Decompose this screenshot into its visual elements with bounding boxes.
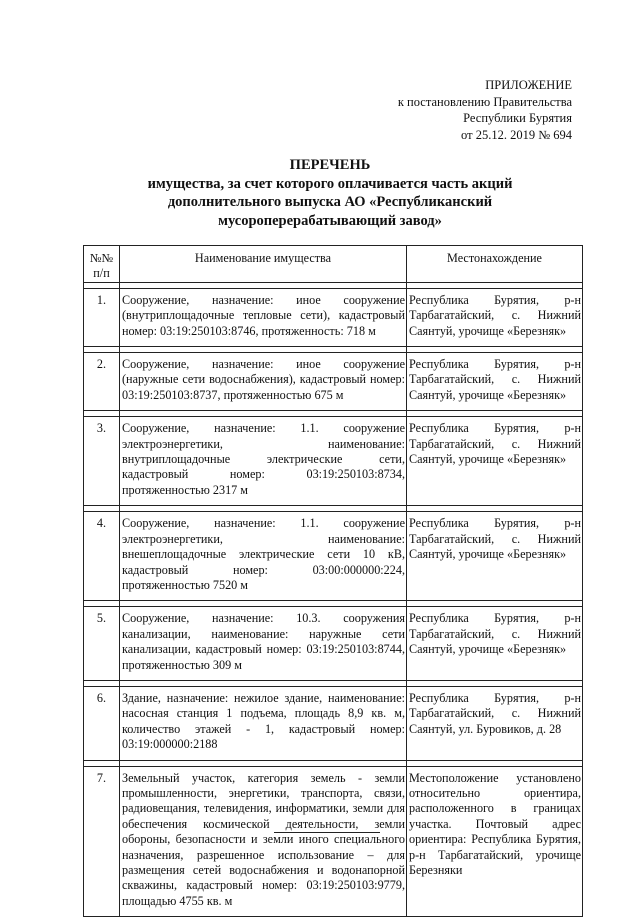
table-row [84,353,583,411]
row-name: Сооружение, назначение: 1.1. сооружение электроэнергетики, наименование: внутриплощадочные электрические сети, кадастровый номер: 03:19:250103:8734, протяженностью 2317 м [120,417,407,506]
table-row [84,288,583,346]
title-line-1: имущества, за счет которого оплачивается часть акций [147,175,513,192]
row-number: 7. [84,766,120,917]
table-row [84,417,583,506]
header-number-line-2: п/п [93,266,110,281]
table-row [84,766,583,917]
row-name: Сооружение, назначение: иное сооружение (внутриплощадочные тепловые сети), кадастровый номер: 03:19:250103:8746, протяженность: 718 м [120,288,407,346]
row-number: 1. [84,288,120,346]
table-row [84,686,583,760]
header-number [84,246,120,283]
row-number: 3. [84,417,120,506]
table-row [84,512,583,601]
appendix-republic: Республики Бурятия [463,111,572,125]
row-name: Сооружение, назначение: иное сооружение (наружные сети водоснабжения), кадастровый номер: 03:19:250103:8737, протяженностью 675 м [120,353,407,411]
appendix-date-number: от 25.12. 2019 № 694 [461,127,572,142]
title-heading: ПЕРЕЧЕНЬ [289,157,371,173]
row-number: 4. [84,512,120,601]
table-row [84,607,583,681]
header-name: Наименование имущества [120,246,407,283]
row-number: 2. [84,353,120,411]
title-line-2: дополнительного выпуска АО «Республиканский [167,194,493,210]
appendix-header [398,77,572,143]
row-location: Республика Бурятия, р-н Тарбагатайский, с. Нижний Саянтуй, урочище «Березняк» [407,353,583,411]
end-divider [274,832,380,833]
row-name: Здание, назначение: нежилое здание, наименование: насосная станция 1 подъема, площадь 8,9 кв. м, количество этажей - 1, кадастровый номер: 03:19:000000:2188 [120,686,407,760]
document-title [90,156,570,230]
row-number: 6. [84,686,120,760]
property-table [83,245,583,917]
row-name: Земельный участок, категория земель - земли промышленности, энергетики, транспорта, связи, радиовещания, телевидения, информатики, земли для обеспечения космической деятельности, земли обороны, безопасности и земли иного специального назначения, разрешенное использование – для размещения сетей водоснабжения и водонапорной скважины, кадастровый номер: 03:19:250103:9779, площадью 4755 кв. м [120,766,407,917]
row-location: Местоположение установлено относительно ориентира, расположенного в границах участка. Почтовый адрес ориентира: Республика Бурятия, р-н Тарбагатайский, урочище Березняки [407,766,583,917]
header-location: Местонахождение [407,246,583,283]
appendix-label: ПРИЛОЖЕНИЕ [485,78,572,92]
row-number: 5. [84,607,120,681]
title-line-3: мусороперерабатывающий завод» [218,212,442,229]
row-name: Сооружение, назначение: 10.3. сооружения канализации, наименование: наружные сети канализации, кадастровый номер: 03:19:250103:8744, протяженностью 309 м [120,607,407,681]
table-header-row [84,246,583,283]
row-name: Сооружение, назначение: 1.1. сооружение электроэнергетики, наименование: внешеплощадочные электрические сети 10 кВ, кадастровый номер: 03:00:000000:224, протяженностью 7520 м [120,512,407,601]
appendix-resolution: к постановлению Правительства [397,94,572,109]
row-location: Республика Бурятия, р-н Тарбагатайский, с. Нижний Саянтуй, урочище «Березняк» [407,417,583,506]
row-location: Республика Бурятия, р-н Тарбагатайский, с. Нижний Саянтуй, ул. Буровиков, д. 28 [407,686,583,760]
header-number-line-1: №№ [89,251,114,265]
row-location: Республика Бурятия, р-н Тарбагатайский, с. Нижний Саянтуй, урочище «Березняк» [407,607,583,681]
row-location: Республика Бурятия, р-н Тарбагатайский, с. Нижний Саянтуй, урочище «Березняк» [407,512,583,601]
row-location: Республика Бурятия, р-н Тарбагатайский, с. Нижний Саянтуй, урочище «Березняк» [407,288,583,346]
